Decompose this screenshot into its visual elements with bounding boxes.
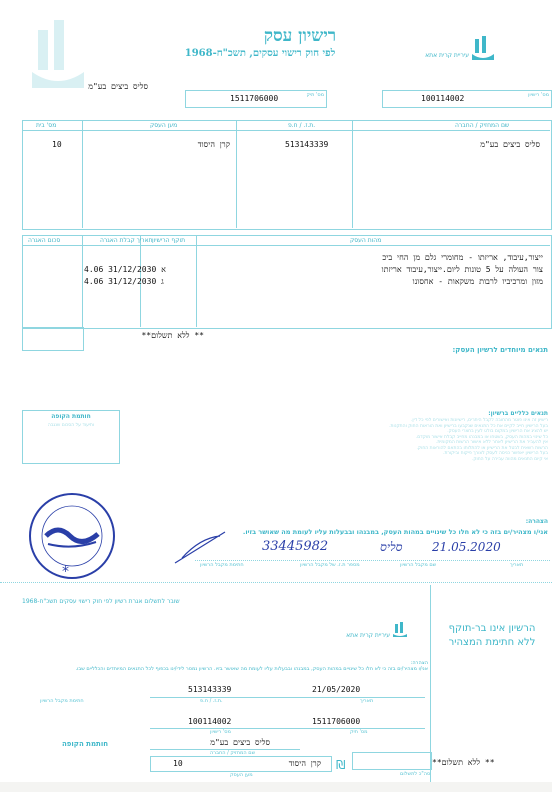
document-title: רישיון עסק bbox=[263, 26, 337, 46]
coupon-branch-number: 10 bbox=[173, 759, 183, 768]
business-name-top: סליס ביצים בע"מ bbox=[88, 82, 148, 91]
declaration-text: אני/ו מצהיר/ים בזה כי לא חלו כל שינויים במהות העסק, במבנהו ובבעלות עליו לעומת מה שאושר בזיו. bbox=[242, 528, 548, 536]
fee-header: סכום האגרה bbox=[28, 237, 61, 244]
license-number: 100114002 bbox=[421, 94, 465, 103]
coupon-cashier-stamp: חותמת הקופה bbox=[61, 740, 109, 748]
coupon-date-label: תאריך bbox=[360, 698, 374, 704]
no-payment-box bbox=[22, 327, 84, 351]
holder-name: סליס ביצים בע"מ bbox=[480, 140, 540, 149]
coupon-amount-box bbox=[352, 752, 432, 770]
coupon-date: 21/05/2020 bbox=[312, 685, 361, 694]
holder-header: שם המחזיק / החברה bbox=[455, 122, 510, 129]
branch-no-header: מס' בית bbox=[36, 122, 57, 129]
signature-label: חתימת מקבל הרשיון bbox=[200, 562, 244, 568]
general-conditions-title: תנאים כלליים ברשיון: bbox=[488, 410, 548, 417]
special-conditions-title: תנאים מיוחדים לרשיון העסק: bbox=[452, 346, 548, 354]
coupon-file-number: 1511706000 bbox=[312, 717, 361, 726]
document-subtitle: לפי חוק רישוי עסקים, תשכ"ח-1968 bbox=[184, 48, 336, 59]
branch-number: 10 bbox=[52, 140, 62, 149]
license-number-box: מס' רישיון 100114002 bbox=[382, 90, 552, 108]
coupon-company-id: 513143339 bbox=[188, 685, 232, 694]
general-conditions-text: רישיון זה אינו פוטר מהחובה לקבל היתרים, רישיונות ואישורים לפי כל דין. בעל הרישיון חייב לקיים את כל התנאים שנקבעו ברישיון ואת הוראות החוק והתקנות. יש להציג את הרישיון במקום בולט לעין בחצרי העסק. כל שינוי במהות העסק, בשטחו או במבנהו מחייב קבלת אישור מוקדם. אין להעביר את הרישיון לאחר ללא אישור הרשות המקומית. הרשות רשאית לבטל את הרישיון או להתלותו בהתאם להוראות החוק. בעל הרישיון יאפשר כניסה לעסק לצורך פיקוח וביקורת. אי קיום התנאים מהווה עבירה על החוק. bbox=[389, 418, 548, 462]
coupon-license-label: מס' רישיון bbox=[210, 729, 231, 735]
coupon-address-label: מען העסק bbox=[230, 772, 253, 778]
coupon-municipality: עיריית קרית אתא bbox=[346, 632, 390, 639]
coupon-address-box bbox=[150, 756, 332, 772]
address-header: מען העסק bbox=[150, 122, 178, 129]
municipality-stamp-icon bbox=[22, 490, 122, 582]
essence-header: מהות העסק bbox=[350, 237, 382, 244]
shekel-icon: ₪ bbox=[336, 758, 346, 772]
coupon-warning: הרשיון אינו בר-תוקף ללא חתימת המצהיר bbox=[448, 623, 536, 648]
coupon-signature-label: חתימת מקבל הרשיון bbox=[40, 698, 84, 704]
signer-id-label: מספר ת.ז. של מקבל הרשיון bbox=[300, 562, 360, 568]
coupon-license-number: 100114002 bbox=[188, 717, 232, 726]
cashier-stamp-box: חותמת הקופה ותיעוד על הסכום שנגבה bbox=[22, 410, 120, 464]
municipality-logo-icon bbox=[470, 36, 496, 66]
declaration-title: הצהרה: bbox=[525, 518, 548, 525]
file-number: 1511706000 bbox=[230, 94, 279, 103]
municipality-name: עיריית קרית אתא bbox=[425, 52, 469, 59]
validity-list: 4.06 א 31/12/2030 4.06 ג 31/12/2030 bbox=[84, 265, 166, 286]
date-label: תאריך bbox=[510, 562, 524, 568]
handwritten-name: סליס bbox=[380, 540, 403, 554]
coupon-amount-label: סה"כ לתשלום bbox=[400, 771, 431, 777]
coupon-holder-label: שם המחזיק / החברה bbox=[210, 750, 256, 756]
coupon-declaration: הצהרה: אני/ו מצהיר/ים בזה כי לא חלו כל שינויים במהות העסק, במבנהו ובבעלות עליו לעומת מה שאושר בזיו. הרשיון נמסר לידי/ינו בכפוף לכל התנאים המיוחדים והכלליים שבו. bbox=[75, 660, 428, 672]
signer-name-label: שם מקבל הרשיון bbox=[400, 562, 437, 568]
business-address: קרן היסוד bbox=[197, 140, 230, 149]
handwritten-date: 21.05.2020 bbox=[432, 540, 501, 554]
coupon-title: שובר לתשלום אגרת רשיון לפי חוק רישוי עסקים תשכ"ח-1968 bbox=[22, 598, 180, 605]
fee-date-header: תאריך קבלת האגרה bbox=[100, 237, 153, 244]
svg-text:*: * bbox=[62, 564, 69, 580]
coupon-holder-name: סליס ביצים בע"מ bbox=[210, 738, 270, 747]
id-header: ת.ז. / ח.פ. bbox=[288, 122, 316, 129]
validity-header: תוקף הרישיון bbox=[152, 237, 186, 244]
coupon-no-payment: ** ללא תשלום** bbox=[432, 758, 495, 767]
no-payment-text: ** ללא תשלום** bbox=[141, 331, 204, 340]
business-details-table bbox=[22, 120, 552, 230]
company-id: 513143339 bbox=[285, 140, 329, 149]
coupon-id-label: ת.ז. / ח.פ. bbox=[200, 698, 223, 704]
coupon-address: קרן היסוד bbox=[288, 759, 321, 768]
handwritten-id: 33445982 bbox=[262, 539, 329, 554]
coupon-logo-icon bbox=[392, 622, 408, 640]
business-essence: ייצור,עיבוד, אריזתו - מחומרי גלם מן החי ביכ צור העולה על 5 טונות ליום.ייצור,עיבוד אריזתו מזון ומרכיביו לרבות משקאות - אחסונו bbox=[381, 253, 543, 286]
coupon-file-label: מס' תיק bbox=[350, 729, 368, 735]
file-number-box: מס' תיק 1511706000 bbox=[185, 90, 327, 108]
